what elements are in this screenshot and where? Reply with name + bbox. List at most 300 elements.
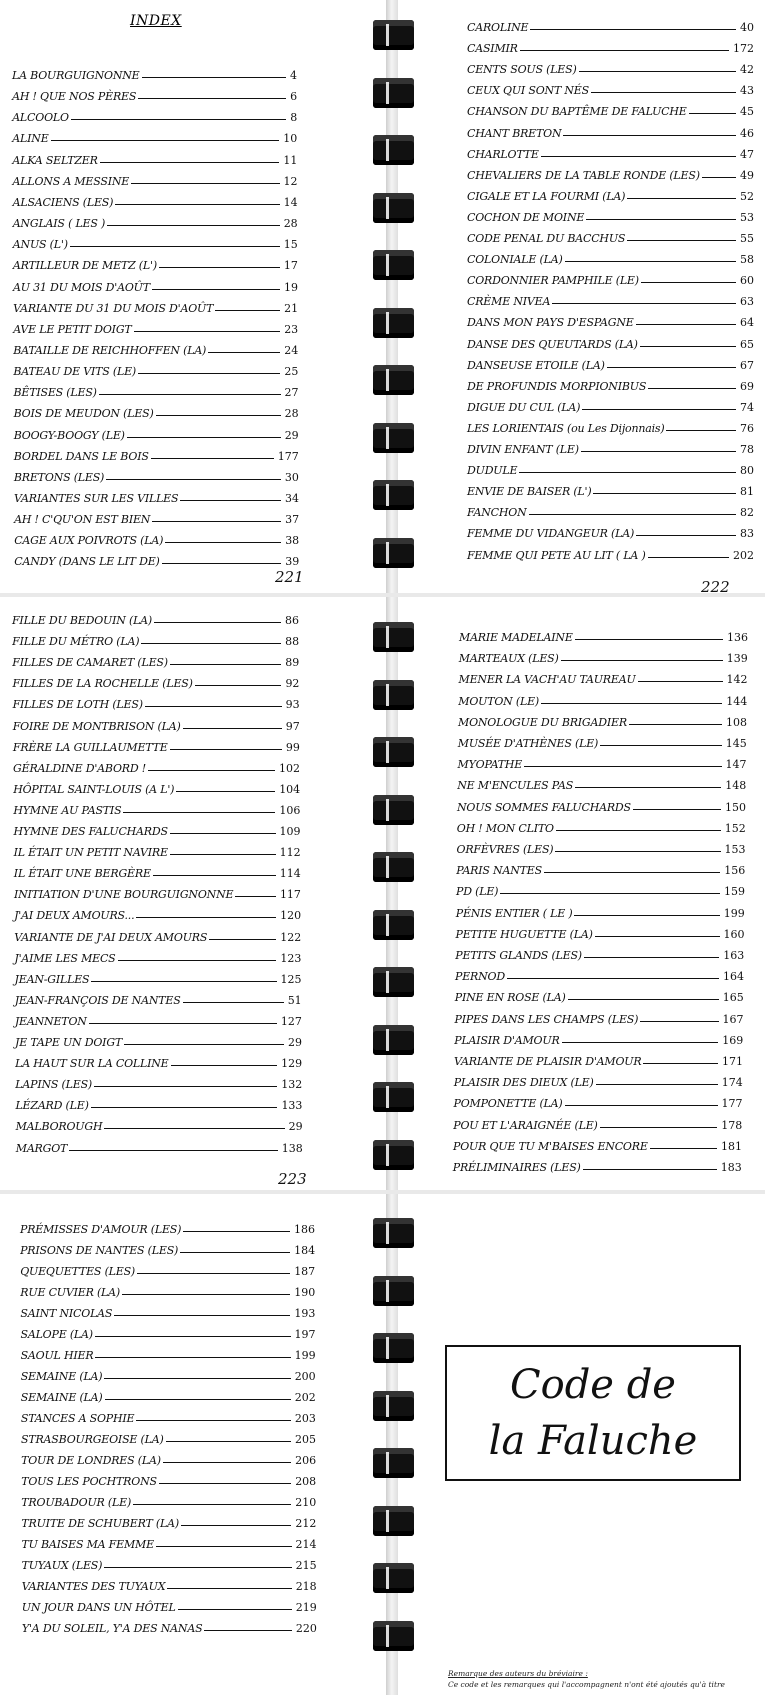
leader-line [170, 664, 281, 665]
index-entry [467, 394, 754, 414]
song-title: VARIANTE DU 31 DU MOIS D'AOÛT [13, 301, 214, 315]
page-reference: 167 [722, 1012, 744, 1026]
index-entry [13, 316, 298, 336]
song-title: JEAN-FRANÇOIS DE NANTES [14, 993, 181, 1007]
page-reference: 19 [284, 280, 298, 294]
leader-line [586, 219, 736, 220]
index-entry [13, 252, 298, 272]
page-reference: 108 [726, 715, 747, 729]
page-reference: 47 [740, 147, 754, 161]
leader-line [51, 140, 280, 141]
leader-line [70, 246, 280, 247]
index-entry [14, 443, 299, 463]
index-entry [22, 1594, 317, 1614]
leader-line [633, 809, 721, 810]
authors-remark [448, 1668, 748, 1690]
song-title: BORDEL DANS LE BOIS [13, 449, 149, 463]
leader-line [579, 71, 736, 72]
page-reference: 60 [740, 274, 754, 288]
spread-pages-221-222 [0, 0, 765, 593]
song-title: MENER LA VACH'AU TAUREAU [458, 673, 636, 687]
index-entry [467, 373, 754, 393]
page-reference: 215 [295, 1559, 317, 1572]
index-entry [12, 670, 299, 690]
leader-line [183, 1231, 290, 1232]
index-entry [14, 400, 299, 420]
index-entry [21, 1468, 316, 1488]
song-title: PÉNIS ENTIER ( LE ) [455, 906, 573, 920]
leader-line [209, 939, 276, 940]
leader-line [565, 261, 736, 262]
leader-line [204, 1630, 291, 1631]
song-title: CASIMIR [467, 42, 518, 56]
index-entry [14, 527, 299, 547]
index-entry [14, 485, 299, 505]
index-entry [467, 162, 754, 182]
leader-line [105, 1399, 291, 1400]
binding-coil [373, 480, 414, 510]
page-225 [0, 1194, 388, 1695]
index-entry [467, 520, 754, 540]
page-reference: 76 [740, 421, 754, 435]
song-title: VARIANTE DE PLAISIR D'AMOUR [454, 1055, 642, 1068]
leader-line [600, 745, 722, 746]
song-title: IL ÉTAIT UN PETIT NAVIRE [13, 846, 168, 860]
index-entry [454, 1069, 743, 1089]
index-entry [16, 1135, 303, 1155]
index-entry [13, 797, 300, 817]
index-entry [14, 464, 299, 484]
leader-line [115, 204, 279, 205]
song-title: GÉRALDINE D'ABORD ! [13, 761, 147, 775]
song-title: ANGLAIS ( LES ) [12, 217, 106, 231]
index-entry [467, 352, 754, 372]
leader-line [159, 267, 280, 268]
page-reference: 117 [279, 888, 301, 902]
index-entry [467, 35, 754, 55]
leader-line [563, 135, 736, 136]
leader-line [583, 1169, 717, 1170]
index-entry [21, 1489, 316, 1509]
index-entry [454, 1027, 743, 1047]
page-reference: 55 [740, 232, 754, 245]
song-title: SEMAINE (LA) [20, 1370, 103, 1383]
index-entry [21, 1384, 316, 1404]
page-reference: 89 [285, 656, 300, 670]
index-entry [12, 104, 297, 124]
song-title: PERNOD [455, 970, 505, 984]
leader-line [636, 535, 736, 536]
index-entry [13, 189, 298, 209]
leader-line [104, 1128, 284, 1129]
page-reference: 14 [283, 195, 298, 209]
page-reference: 218 [295, 1580, 317, 1593]
leader-line [145, 706, 282, 707]
leader-line [104, 1378, 290, 1379]
song-title: LA BOURGUIGNONNE [12, 69, 140, 82]
song-title: ALCOOLO [12, 111, 69, 125]
index-entry [457, 815, 746, 835]
leader-line [600, 1127, 718, 1128]
leader-line [100, 162, 280, 163]
index-entry [467, 98, 754, 118]
page-reference: 88 [285, 635, 300, 649]
index-entry [20, 1237, 315, 1257]
leader-line [575, 787, 721, 788]
index-entry [458, 730, 747, 750]
song-title: CEUX QUI SONT NÉS [467, 84, 589, 98]
song-title: VARIANTE DE J'AI DEUX AMOURS [14, 930, 208, 944]
binding-coil [373, 193, 414, 223]
index-entry [13, 358, 298, 378]
song-title: ANUS (L') [12, 238, 68, 252]
song-title: MYOPATHE [457, 758, 523, 772]
index-entry [467, 499, 754, 519]
binding-coil [373, 308, 414, 338]
page-reference: 39 [285, 555, 300, 569]
index-entry [21, 1426, 316, 1446]
song-title: ALKA SELTZER [12, 153, 98, 167]
page-number: 222 [701, 578, 730, 593]
index-entry [467, 436, 754, 456]
page-reference: 6 [290, 90, 298, 104]
song-title: PRISONS DE NANTES (LES) [20, 1244, 179, 1257]
leader-line [138, 98, 286, 99]
page-reference: 177 [721, 1097, 743, 1111]
index-entry [467, 77, 754, 97]
binding-coil [373, 1391, 414, 1421]
page-reference: 114 [279, 867, 301, 881]
index-entry [467, 457, 754, 477]
binding-coil [373, 538, 414, 568]
leader-line [215, 310, 280, 311]
leader-line [562, 1042, 719, 1043]
song-title: PLAISIR D'AMOUR [454, 1033, 560, 1047]
leader-line [565, 1105, 718, 1106]
page-reference: 147 [725, 758, 747, 772]
page-number: 221 [275, 568, 304, 586]
page-reference: 144 [726, 694, 748, 708]
song-title: DANSE DES QUEUTARDS (LA) [467, 337, 638, 351]
page-reference: 165 [722, 991, 744, 1005]
index-entry [13, 295, 298, 315]
binding-coil [373, 78, 414, 108]
leader-line [170, 854, 276, 855]
song-title: STANCES A SOPHIE [20, 1412, 135, 1425]
page-reference: 122 [280, 930, 302, 944]
song-title: VARIANTES DES TUYAUX [21, 1580, 166, 1593]
binding-coil [373, 1025, 414, 1055]
index-entry [467, 14, 754, 34]
song-title: FRÈRE LA GUILLAUMETTE [12, 740, 168, 754]
index-entry [13, 713, 300, 733]
page-reference: 51 [287, 993, 302, 1007]
song-title: DUDULE [467, 464, 518, 478]
page-reference: 74 [740, 400, 754, 414]
page-reference: 199 [294, 1349, 316, 1362]
leader-line [123, 812, 275, 813]
page-reference: 23 [284, 322, 299, 336]
leader-line [650, 1148, 717, 1149]
leader-line [89, 1023, 277, 1024]
index-entry [13, 274, 298, 294]
song-title: PLAISIR DES DIEUX (LE) [453, 1076, 594, 1090]
index-entry [454, 1090, 743, 1110]
song-title: JE TAPE UN DOIGT [15, 1036, 123, 1049]
index-entry [14, 839, 301, 859]
leader-line [183, 1002, 284, 1003]
page-reference: 43 [740, 84, 754, 98]
spread-pages-223-224 [0, 597, 765, 1190]
page-reference: 42 [740, 63, 754, 77]
leader-line [95, 1357, 290, 1358]
song-title: JEAN-GILLES [14, 972, 90, 986]
leader-line [595, 936, 720, 937]
page-reference: 86 [285, 614, 299, 627]
song-title: FILLES DE CAMARET (LES) [12, 656, 168, 670]
leader-line [152, 521, 281, 522]
leader-line [643, 1063, 718, 1064]
index-entry [453, 1112, 742, 1132]
page-reference: 148 [725, 779, 747, 793]
leader-line [541, 156, 736, 157]
song-title: POUR QUE TU M'BAISES ENCORE [453, 1139, 648, 1153]
leader-line [154, 622, 281, 623]
leader-line [124, 1044, 284, 1045]
leader-line [555, 851, 720, 852]
leader-line [584, 957, 719, 958]
index-entry [455, 1006, 744, 1026]
page-reference: 81 [740, 485, 754, 499]
index-entry [467, 478, 754, 498]
index-entry [458, 688, 747, 708]
binding-coil [373, 622, 414, 652]
index-entry [20, 1279, 315, 1299]
index-entry [15, 1008, 302, 1028]
song-title: CANDY (DANS LE LIT DE) [14, 555, 160, 569]
leader-line [596, 1084, 718, 1085]
index-entry [467, 56, 754, 76]
index-entry [14, 548, 299, 568]
page-reference: 4 [290, 69, 297, 82]
index-entry [14, 818, 301, 838]
page-223 [0, 597, 388, 1190]
page-reference: 30 [284, 470, 299, 484]
index-entry [20, 1258, 315, 1278]
page-reference: 129 [281, 1057, 303, 1071]
index-entry [467, 288, 754, 308]
index-entry [15, 966, 302, 986]
index-entry [15, 1071, 302, 1091]
leader-line [170, 749, 282, 750]
song-title: LAPINS (LES) [15, 1078, 93, 1092]
page-reference: 92 [285, 677, 300, 691]
index-entry [12, 125, 297, 145]
index-entry [455, 963, 744, 983]
song-title: HYMNE AU PASTIS [13, 803, 122, 817]
song-title: VARIANTES SUR LES VILLES [14, 492, 179, 505]
index-entry [13, 734, 300, 754]
index-entry [467, 542, 754, 562]
index-entry [459, 666, 748, 686]
page-224 [398, 597, 765, 1190]
index-entry [21, 1321, 316, 1341]
index-entry [467, 141, 754, 161]
page-reference: 80 [740, 464, 754, 478]
page-reference: 205 [295, 1433, 316, 1446]
page-reference: 139 [726, 652, 748, 666]
page-reference: 46 [740, 126, 754, 140]
index-entry [15, 987, 302, 1007]
page-reference: 109 [279, 825, 301, 838]
song-title: OH ! MON CLITO [456, 821, 554, 835]
page-reference: 24 [284, 343, 299, 357]
index-heading: INDEX [130, 13, 182, 29]
page-reference: 63 [740, 295, 754, 309]
page-reference: 142 [726, 673, 748, 687]
index-entry [467, 331, 754, 351]
leader-line [118, 960, 277, 961]
leader-line [641, 282, 736, 283]
leader-line [183, 728, 282, 729]
song-title: AH ! QUE NOS PÈRES [12, 90, 137, 104]
leader-line [133, 1504, 291, 1505]
index-entry [467, 183, 754, 203]
song-title: CORDONNIER PAMPHILE (LE) [467, 274, 639, 288]
index-entry [12, 628, 299, 648]
song-title: DIGUE DU CUL (LA) [467, 400, 581, 414]
index-entry [12, 83, 297, 103]
song-title: PD (LE) [456, 885, 499, 899]
page-reference: 67 [740, 358, 754, 372]
index-entry [459, 645, 748, 665]
index-entry [16, 1113, 303, 1133]
index-entry [455, 942, 744, 962]
song-title: ALINE [12, 132, 49, 146]
song-title: AVE LE PETIT DOIGT [13, 322, 132, 336]
index-entry [13, 776, 300, 796]
leader-line [556, 830, 721, 831]
leader-line [640, 1021, 718, 1022]
page-reference: 83 [740, 527, 754, 541]
binding-coil [373, 1506, 414, 1536]
index-entry [457, 772, 746, 792]
song-title: STRASBOURGEOISE (LA) [21, 1433, 164, 1446]
page-reference: 112 [279, 846, 301, 860]
song-title: LA HAUT SUR LA COLLINE [15, 1057, 169, 1071]
leader-line [591, 92, 736, 93]
index-entry [21, 1510, 316, 1530]
leader-line [593, 493, 736, 494]
song-title: CAROLINE [467, 21, 529, 34]
page-reference: 25 [284, 365, 299, 379]
song-title: BATAILLE DE REICHHOFFEN (LA) [13, 343, 207, 357]
page-reference: 99 [285, 740, 300, 754]
index-entry [14, 945, 301, 965]
song-title: MARTEAUX (LES) [458, 652, 559, 666]
index-entry [454, 1048, 743, 1068]
song-title: BÊTISES (LES) [13, 386, 97, 400]
page-reference: 186 [294, 1223, 315, 1236]
song-title: ALLONS A MESSINE [12, 174, 130, 188]
leader-line [137, 1273, 290, 1274]
page-reference: 37 [285, 513, 300, 527]
page-reference: 133 [281, 1099, 303, 1113]
song-title: DANSEUSE ETOILE (LA) [467, 358, 605, 372]
song-title: AU 31 DU MOIS D'AOÛT [13, 280, 150, 294]
index-entry [21, 1405, 316, 1425]
song-title: SALOPE (LA) [20, 1328, 93, 1341]
page-reference: 104 [279, 782, 301, 796]
binding-coil [373, 1448, 414, 1478]
song-title: TOUS LES POCHTRONS [21, 1475, 157, 1488]
song-title: BATEAU DE VITS (LE) [13, 365, 137, 379]
page-reference: 164 [723, 970, 744, 984]
song-title: JEANNETON [14, 1014, 87, 1028]
leader-line [582, 409, 736, 410]
song-title: LÉZARD (LE) [15, 1099, 89, 1113]
song-title: COLONIALE (LA) [467, 253, 563, 267]
song-title: MUSÉE D'ATHÈNES (LE) [457, 737, 599, 750]
page-reference: 190 [294, 1286, 316, 1299]
song-title: FOIRE DE MONTBRISON (LA) [12, 719, 181, 733]
binding-coil [373, 737, 414, 767]
index-entry [22, 1531, 317, 1551]
index-entry [14, 902, 301, 922]
page-reference: 17 [283, 259, 298, 273]
index-entry [457, 836, 746, 856]
remark-text: Ce code et les remarques qui l'accompagnent n'ont été ajoutés qu'à titre [448, 1680, 725, 1689]
index-entry [13, 755, 300, 775]
leader-line [114, 1315, 290, 1316]
leader-line [638, 681, 723, 682]
leader-line [167, 1588, 291, 1589]
leader-line [524, 766, 721, 767]
song-title: DIVIN ENFANT (LE) [467, 443, 579, 456]
index-entry [458, 751, 747, 771]
song-title: TOUR DE LONDRES (LA) [21, 1454, 161, 1467]
page-reference: 38 [285, 534, 300, 548]
song-title: PRÉLIMINAIRES (LES) [452, 1161, 581, 1174]
song-title: PARIS NANTES [456, 864, 542, 878]
song-title: FILLE DU BEDOUIN (LA) [12, 614, 153, 627]
page-number: 223 [278, 1170, 307, 1188]
song-title: Y'A DU SOLEIL, Y'A DES NANAS [21, 1622, 203, 1635]
index-entry [21, 1342, 316, 1362]
page-reference: 65 [740, 337, 754, 351]
leader-line [180, 500, 281, 501]
page-reference: 138 [281, 1141, 303, 1155]
index-entry [467, 120, 754, 140]
page-reference: 49 [740, 168, 754, 182]
song-title: BOOGY-BOOGY (LE) [13, 428, 125, 442]
song-title: LES LORIENTAIS (ou Les Dijonnais) [467, 421, 665, 435]
song-title: MOUTON (LE) [458, 694, 539, 708]
page-reference: 206 [295, 1454, 317, 1467]
page-reference: 219 [295, 1601, 317, 1614]
page-222 [398, 0, 765, 593]
page-reference: 136 [727, 631, 748, 644]
song-title: ARTILLEUR DE METZ (L') [12, 259, 157, 273]
leader-line [581, 451, 736, 452]
leader-line [648, 557, 729, 558]
leader-line [689, 113, 736, 114]
leader-line [134, 331, 281, 332]
page-reference: 199 [723, 906, 745, 920]
page-reference: 184 [294, 1244, 316, 1257]
binding-coil [373, 795, 414, 825]
leader-line [648, 388, 736, 389]
